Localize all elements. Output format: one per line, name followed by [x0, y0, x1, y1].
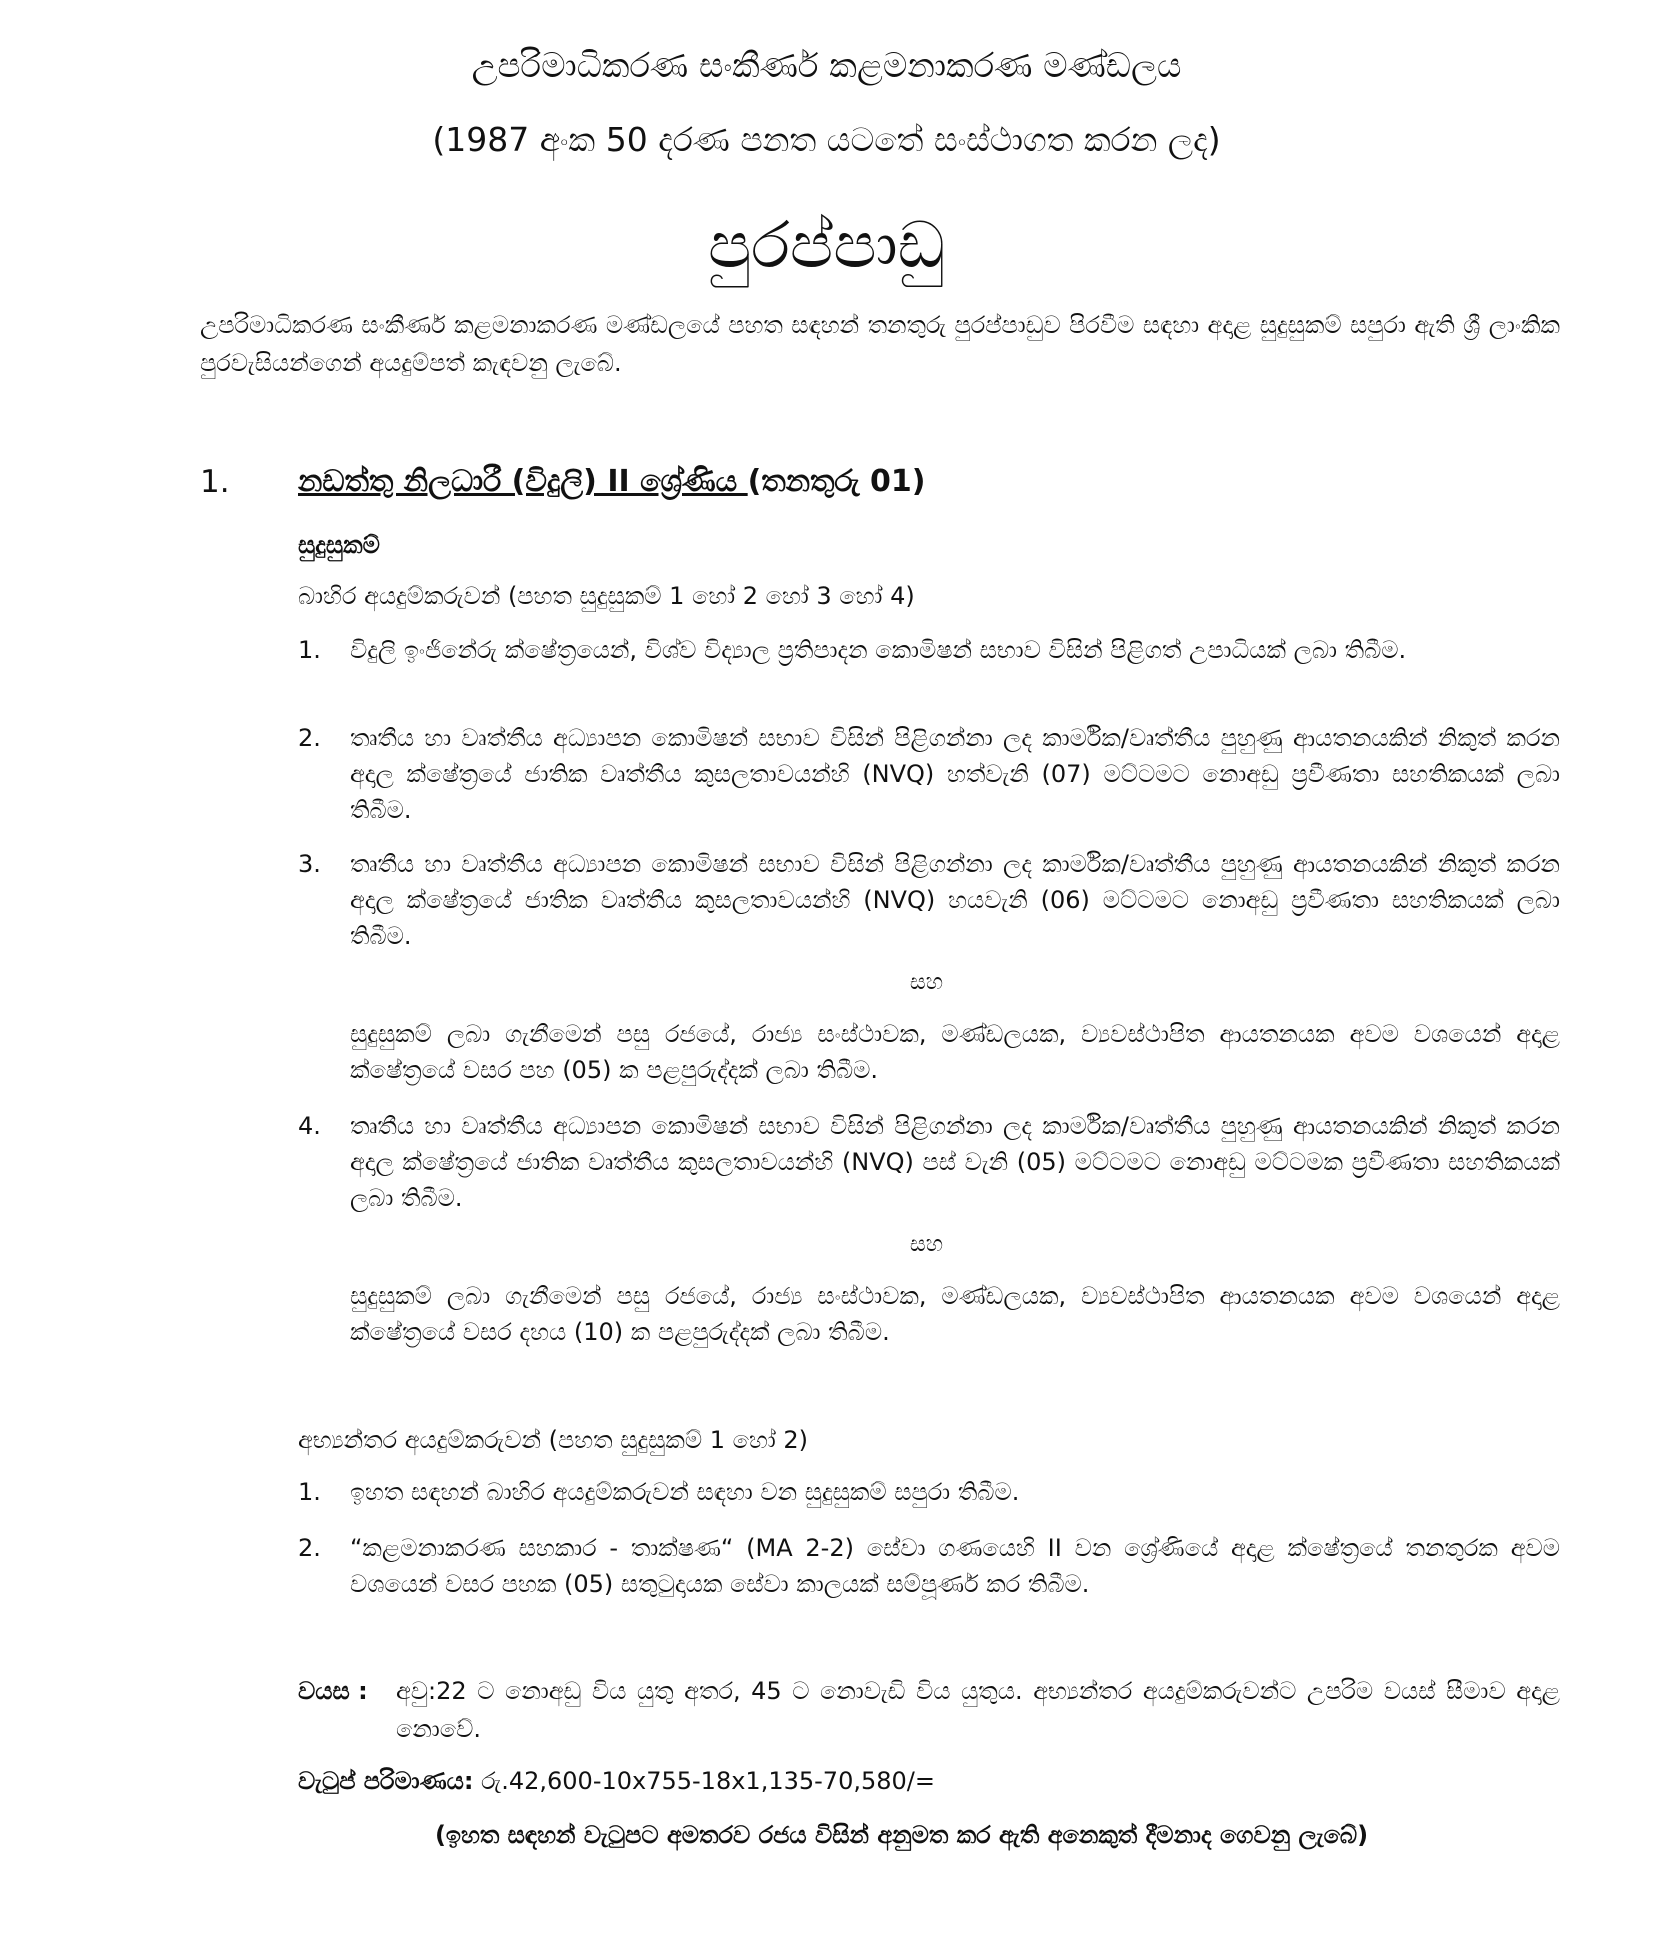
experience-requirement: සුදුසුකම් ලබා ගැනීමෙන් පසු රජයේ, රාජ්‍ය සංස්ථාවක, මණ්ඩලයක, ව්‍යවස්ථාපිත ආයතනයක අවම වශයෙන් අදාළ ක්ෂේත්‍රයේ වසර දහය (10) ක පළපුරුද්දක් ලබා තිබීම.: [350, 1282, 1560, 1346]
list-item: [298, 846, 1560, 954]
experience-requirement: සුදුසුකම් ලබා ගැනීමෙන් පසු රජයේ, රාජ්‍ය සංස්ථාවක, මණ්ඩලයක, ව්‍යවස්ථාපිත ආයතනයක අවම වශයෙන් අදාළ ක්ෂේත්‍රයේ වසර පහ (05) ක පළපුරුද්දක් ලබා තිබීම.: [350, 1020, 1560, 1084]
list-item-text: තෘතීය හා වෘත්තීය අධ්‍යාපන කොමිෂන් සභාව විසින් පිළිගන්නා ලද කාර්මික/වෘත්තීය පුහුණු ආයතනයකින් නිකුත් කරන අදාල ක්ෂේත්‍රයේ ජාතික වෘත්තීය කුසලතාවයන්හි (NVQ) හත්වැනි (07) මට්ටමට නොඅඩු ප්‍රවීණතා සහතිකයක් ලබා තිබීම.: [350, 724, 1560, 824]
salary-value: රු.42,600-10x755-18x1,135-70,580/=: [473, 1767, 935, 1795]
list-item-number: 4.: [298, 1112, 321, 1140]
list-item: [298, 720, 1560, 828]
intro-paragraph: උපරිමාධිකරණ සංකීර්ණ කළමනාකරණ මණ්ඩලයේ පහත සඳහන් තනතුරු පුරප්පාඩුව පිරවීම සඳහා අදාළ සුදුසුකම් සපුරා ඇති ශ්‍රී ලාංකික පුරවැසියන්ගෙන් අයදුම්පත් කැඳවනු ලැබේ.: [200, 311, 1560, 377]
list-item-text: “කළමනාකරණ සහකාර - තාක්ෂණ“ (MA 2-2) සේවා ගණයෙහි II වන ශ්‍රේණියේ අදාළ ක්ෂේත්‍රයේ තනතුරක අවම වශයෙන් වසර පහක (05) සතුටුදායක සේවා කාලයක් සම්පූර්ණ කර තිබීම.: [350, 1534, 1560, 1598]
act-reference: (1987 අංක 50 දරණ පනත යටතේ සංස්ථාගත කරන ලද): [432, 120, 1221, 159]
and-connector: සහ: [909, 1232, 944, 1257]
list-item: [298, 632, 1560, 668]
list-item-number: 1.: [298, 636, 321, 664]
salary-scale: [298, 1762, 935, 1800]
list-item-text: තෘතීය හා වෘත්තීය අධ්‍යාපන කොමිෂන් සභාව විසින් පිළිගන්නා ලද කාර්මික/වෘත්තීය පුහුණු ආයතනයකින් නිකුත් කරන අදාල ක්ෂේත්‍රයේ ජාතික වෘත්තීය කුසලතාවයන්හි (NVQ) පස් වැනි (05) මට්ටමට නොඅඩු මට්ටමක ප්‍රවීණතා සහතිකයක් ලබා තිබීම.: [350, 1112, 1560, 1212]
qualifications-label: සුදුසුකම්: [298, 531, 380, 559]
board-name-heading: උපරිමාධිකරණ සංකීර්ණ කළමනාකරණ මණ්ඩලය: [471, 46, 1182, 86]
salary-label: වැටුප් පරිමාණය:: [298, 1767, 474, 1795]
list-item-text: විදුලි ඉංජිනේරු ක්ෂේත්‍රයෙන්, විශ්ව විද්‍යාල ප්‍රතිපාදන කොමිෂන් සභාව විසින් පිළිගත් උපාධියක් ලබා තිබීම.: [350, 636, 1407, 664]
and-connector: සහ: [909, 970, 944, 995]
list-item-number: 2.: [298, 1534, 321, 1562]
section-title: [298, 460, 925, 504]
internal-applicants-label: අභ්‍යන්තර අයදුම්කරුවන් (පහත සුදුසුකම් 1 හෝ 2): [298, 1426, 809, 1454]
age-requirement: අවු:22 ට නොඅඩු විය යුතු අතර, 45 ට නොවැඩි විය යුතුය. අභ්‍යන්තර අයදුම්කරුවන්ට උපරිම වයස් සීමාව අදාළ නොවේ.: [396, 1677, 1560, 1743]
post-title: නඩත්තු නිලධාරී (විදුලි) II ශ්‍රේණිය: [298, 464, 748, 499]
vacancies-title: පුරප්පාඩු: [707, 209, 946, 283]
list-item-text: තෘතීය හා වෘත්තීය අධ්‍යාපන කොමිෂන් සභාව විසින් පිළිගන්නා ලද කාර්මික/වෘත්තීය පුහුණු ආයතනයකින් නිකුත් කරන අදාල ක්ෂේත්‍රයේ ජාතික වෘත්තීය කුසලතාවයන්හි (NVQ) හයවැනි (06) මට්ටමට නොඅඩු ප්‍රවීණතා සහතිකයක් ලබා තිබීම.: [350, 850, 1560, 950]
list-item-number: 3.: [298, 850, 321, 878]
list-item: [298, 1108, 1560, 1216]
list-item-number: 2.: [298, 724, 321, 752]
salary-note: (ඉහත සඳහන් වැටුපට අමතරව රජය විසින් අනුමත කර ඇති අනෙකුත් දීමනාද ගෙවනු ලැබේ): [434, 1821, 1369, 1849]
post-count: (තනතුරු 01): [747, 464, 926, 499]
list-item: [298, 1474, 1560, 1510]
list-item-text: ඉහත සඳහන් බාහිර අයදුම්කරුවන් සඳහා වන සුදුසුකම් සපුරා තිබීම.: [350, 1478, 1020, 1506]
age-label: වයස :: [298, 1677, 368, 1705]
section-number: 1.: [200, 464, 230, 500]
list-item: [298, 1530, 1560, 1602]
external-applicants-label: බාහිර අයදුම්කරුවන් (පහත සුදුසුකම් 1 හෝ 2 හෝ 3 හෝ 4): [298, 582, 915, 610]
list-item-number: 1.: [298, 1478, 321, 1506]
